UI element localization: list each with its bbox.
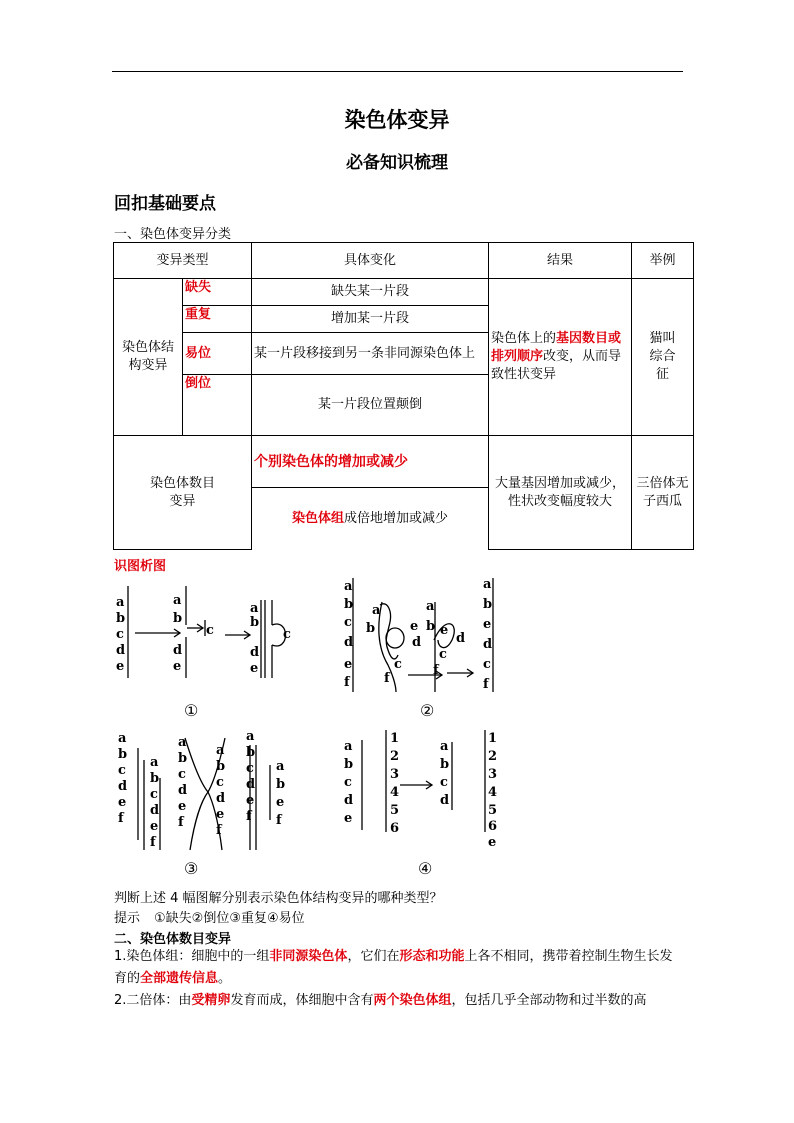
p2-label-a: a — [344, 579, 353, 594]
p3-label-e: e — [118, 795, 127, 810]
p3-y-a: a — [216, 743, 225, 758]
p3-y-c: c — [216, 775, 224, 790]
p4-o-2: 2 — [488, 749, 498, 764]
panel-4-label: ④ — [418, 859, 433, 878]
p2-mid-e: e — [410, 619, 419, 634]
p3-e-f: f — [276, 813, 282, 828]
subsection-2-heading: 二、染色体数目变异 — [114, 932, 232, 947]
p3-b-b: b — [150, 771, 160, 786]
header-type: 变异类型 — [114, 243, 252, 279]
p4-num-2: 2 — [390, 749, 400, 764]
header-rule — [112, 71, 683, 72]
p4-r-d: d — [440, 793, 450, 808]
p1-label-d: d — [116, 643, 126, 658]
numerical-change-individual: 个别染色体的增加或减少 — [252, 436, 489, 488]
p3-e-a: a — [276, 759, 285, 774]
p3-b-a: a — [150, 755, 159, 770]
p1-mid-b: b — [173, 611, 183, 626]
p4-num-1: 1 — [390, 731, 400, 746]
p1-out-a: a — [250, 601, 259, 616]
p2-2-e: e — [440, 623, 449, 638]
p4-num-4: 4 — [390, 785, 400, 800]
paragraph-chromosome-set: 1.染色体组：细胞中的一组非同源染色体，它们在形态和功能上各不相同，携带着控制生物生长发育的全部遗传信息。 — [114, 949, 673, 986]
p3-x-f: f — [178, 815, 184, 830]
change-translocation: 某一片段移接到另一条非同源染色体上 — [252, 333, 489, 375]
p3-y-e: e — [216, 807, 225, 822]
p2-mid-d: d — [412, 635, 422, 650]
structural-result: 染色体上的基因数目或排列顺序改变，从而导致性状变异 — [489, 279, 632, 436]
p3-d-c: c — [246, 761, 254, 776]
p2-label-f: f — [344, 675, 350, 690]
numerical-example: 三倍体无子西瓜 — [632, 436, 694, 550]
p4-label-b: b — [344, 757, 354, 772]
p3-x-a: a — [178, 735, 187, 750]
p4-label-d: d — [344, 793, 354, 808]
p3-b-f: f — [150, 835, 156, 850]
p2-out-e: e — [483, 617, 492, 632]
type-duplication: 重复 — [183, 306, 252, 333]
type-translocation: 易位 — [183, 333, 252, 375]
panel-3-label: ③ — [184, 859, 199, 878]
p1-out-c: c — [283, 627, 291, 642]
p3-x-e: e — [178, 799, 187, 814]
type-inversion: 倒位 — [183, 375, 252, 436]
p4-num-3: 3 — [390, 767, 400, 782]
p2-2-d: d — [456, 631, 466, 646]
subsection-1-heading: 一、染色体变异分类 — [114, 227, 232, 242]
p4-o-6: 6 — [488, 819, 498, 834]
p4-r-a: a — [440, 739, 449, 754]
p4-o-4: 4 — [488, 785, 498, 800]
header-change: 具体变化 — [252, 243, 489, 279]
p3-d-d: d — [246, 777, 256, 792]
page-subtitle: 必备知识梳理 — [346, 153, 448, 173]
paragraph-diploid: 2.二倍体：由受精卵发育而成，体细胞中含有两个染色体组，包括几乎全部动物和过半数的高 — [114, 993, 647, 1008]
question: 判断上述 4 幅图解分别表示染色体结构变异的哪种类型？ — [114, 891, 443, 906]
p2-out-a: a — [483, 577, 492, 592]
p2-out-f: f — [483, 677, 489, 692]
p1-mid-d: d — [173, 643, 183, 658]
p2-label-d: d — [344, 635, 354, 650]
p2-mid-c: c — [394, 657, 402, 672]
header-example: 举例 — [632, 243, 694, 279]
p3-d-b: b — [246, 745, 256, 760]
p4-o-3: 3 — [488, 767, 498, 782]
p4-label-e: e — [344, 811, 353, 826]
p3-b-d: d — [150, 803, 160, 818]
p3-d-f: f — [246, 809, 252, 824]
p1-mid-c: c — [206, 623, 214, 638]
p2-out-b: b — [483, 597, 493, 612]
p1-label-a: a — [116, 595, 125, 610]
p2-2-f: f — [433, 663, 439, 678]
classification-table — [113, 242, 694, 550]
p2-2-a: a — [426, 599, 435, 614]
type-deletion: 缺失 — [183, 279, 252, 306]
panel-1-label: ① — [184, 701, 199, 720]
p2-mid-a: a — [372, 603, 381, 618]
p2-mid-f: f — [384, 671, 390, 686]
structural-label: 染色体结构变异 — [114, 279, 183, 436]
p3-label-a: a — [118, 731, 127, 746]
p1-label-c: c — [116, 627, 124, 642]
hint — [114, 907, 305, 926]
change-inversion: 某一片段位置颠倒 — [252, 375, 489, 436]
p1-mid-a: a — [173, 593, 182, 608]
p3-y-b: b — [216, 759, 226, 774]
p3-d-a: a — [246, 729, 255, 744]
p3-x-b: b — [178, 751, 188, 766]
p3-b-c: c — [150, 787, 158, 802]
numerical-change-set: 染色体组成倍地增加或减少 — [252, 488, 489, 550]
hint-text: ①缺失②倒位③重复④易位 — [154, 911, 305, 926]
chromosome-figure — [100, 570, 520, 880]
p2-label-e: e — [344, 657, 353, 672]
page-title: 染色体变异 — [344, 107, 450, 132]
p2-2-b: b — [426, 619, 436, 634]
p1-out-b: b — [250, 615, 260, 630]
p1-label-e: e — [116, 659, 125, 674]
p3-label-b: b — [118, 747, 128, 762]
p4-num-5: 5 — [390, 803, 400, 818]
panel-2-label: ② — [420, 701, 435, 720]
p3-label-c: c — [118, 763, 126, 778]
p4-num-6: 6 — [390, 821, 400, 836]
p1-label-b: b — [116, 611, 126, 626]
p4-label-c: c — [344, 775, 352, 790]
numerical-result: 大量基因增加或减少，性状改变幅度较大 — [489, 436, 632, 550]
p2-mid-b: b — [366, 621, 376, 636]
p3-label-f: f — [118, 811, 124, 826]
section-heading: 回扣基础要点 — [114, 194, 216, 214]
p1-mid-e: e — [173, 659, 182, 674]
change-duplication: 增加某一片段 — [252, 306, 489, 333]
hint-label: 提示 — [114, 911, 141, 926]
p4-o-5: 5 — [488, 803, 498, 818]
p4-r-c: c — [440, 775, 448, 790]
p4-o-1: 1 — [488, 731, 498, 746]
p3-x-d: d — [178, 783, 188, 798]
p2-2-c: c — [439, 647, 447, 662]
p3-d-e: e — [246, 793, 255, 808]
p4-r-b: b — [440, 757, 450, 772]
p2-label-b: b — [344, 597, 354, 612]
p2-out-d: d — [483, 637, 493, 652]
header-result: 结果 — [489, 243, 632, 279]
structural-example: 猫叫综合征 — [632, 279, 694, 436]
p3-y-d: d — [216, 791, 226, 806]
numerical-label: 染色体数目变异 — [114, 436, 252, 550]
p3-y-f: f — [216, 823, 222, 838]
p3-e-e: e — [276, 795, 285, 810]
p2-label-c: c — [344, 615, 352, 630]
p4-label-a: a — [344, 739, 353, 754]
p1-out-e: e — [250, 661, 259, 676]
p3-e-b: b — [276, 777, 286, 792]
p4-o-e: e — [488, 835, 497, 850]
p3-b-e: e — [150, 819, 159, 834]
p1-out-d: d — [250, 645, 260, 660]
p3-x-c: c — [178, 767, 186, 782]
p3-label-d: d — [118, 779, 128, 794]
figure-heading: 识图析图 — [114, 559, 167, 574]
change-deletion: 缺失某一片段 — [252, 279, 489, 306]
p2-out-c: c — [483, 657, 491, 672]
